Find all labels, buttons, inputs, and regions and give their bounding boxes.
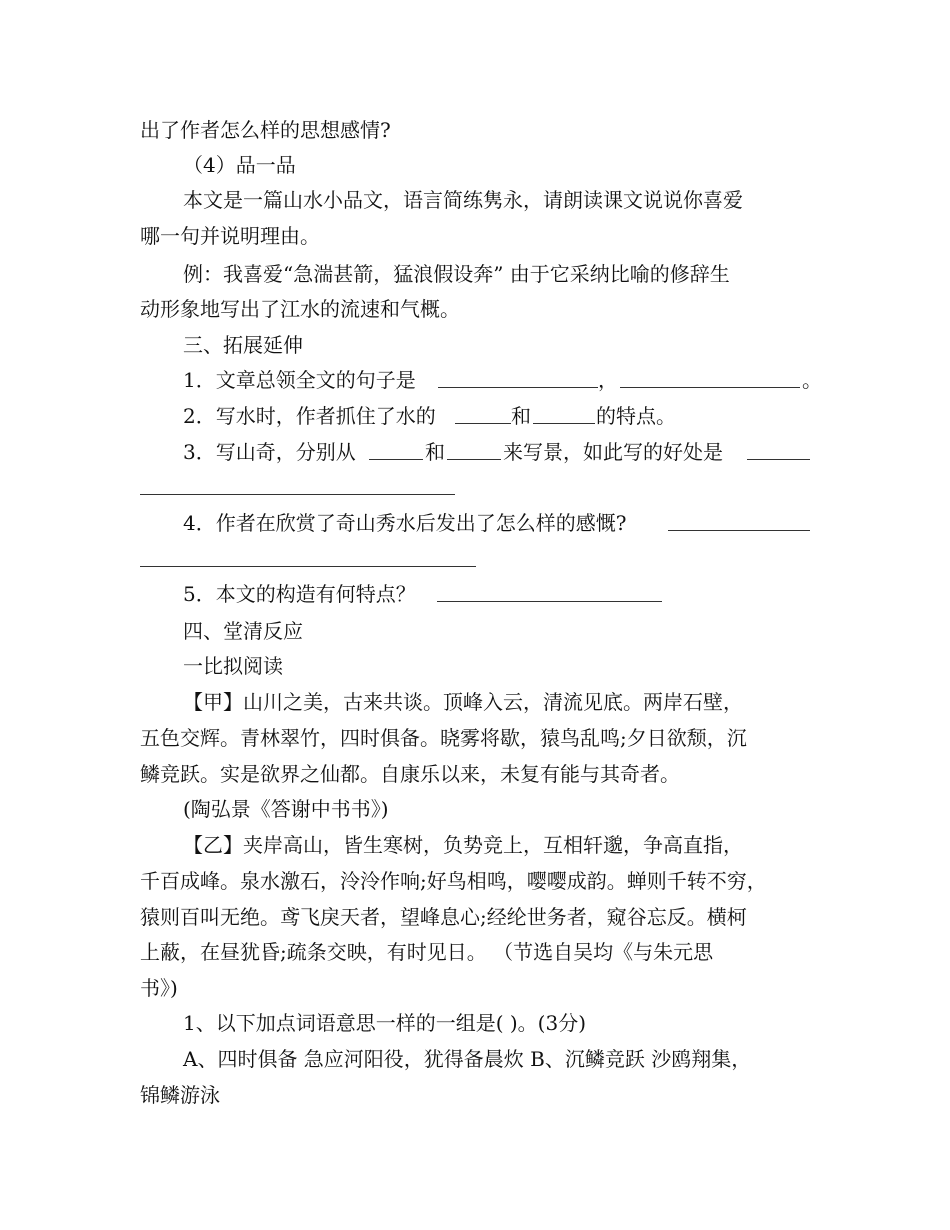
text-line: 哪一句并说明理由。 — [140, 224, 320, 248]
passage-yi-line: 千百成峰。泉水激石，泠泠作响;好鸟相鸣，嘤嘤成韵。蝉则千转不穷， — [140, 869, 767, 893]
question-5: 5．本文的构造有何特点？ — [183, 582, 416, 606]
text-line: 例：我喜爱“急湍甚箭，猛浪假设奔” 由于它采纳比喻的修辞生 — [183, 262, 730, 286]
section-heading: （4）品一品 — [183, 153, 296, 177]
section-heading: 三、拓展延伸 — [183, 333, 303, 357]
answer-blank — [668, 530, 810, 531]
punctuation: 。 — [802, 368, 822, 392]
text-line: 动形象地写出了江水的流速和气概。 — [140, 297, 460, 321]
passage-jia-line: 鳞竞跃。实是欲界之仙都。自康乐以来，未复有能与其奇者。 — [140, 762, 680, 786]
answer-blank — [455, 423, 511, 424]
text-fragment: 和 — [425, 440, 445, 464]
answer-blank — [140, 566, 476, 567]
question-1: 1．文章总领全文的句子是 — [183, 368, 416, 392]
text-line: 本文是一篇山水小品文，语言简练隽永，请朗读课文说说你喜爱 — [183, 188, 743, 212]
passage-jia-line: 【甲】山川之美，古来共谈。顶峰入云，清流见底。两岸石壁， — [183, 690, 743, 714]
text-fragment: 的特点。 — [596, 404, 676, 428]
question-2: 2．写水时，作者抓住了水的 — [183, 404, 436, 428]
answer-blank — [140, 494, 455, 495]
passage-source: (陶弘景《答谢中书书》) — [183, 797, 389, 821]
exercise-question: 1、以下加点词语意思一样的一组是( )。(3分) — [183, 1011, 587, 1035]
answer-blank — [620, 387, 800, 388]
answer-blank — [533, 423, 595, 424]
passage-yi-line: 猿则百叫无绝。鸢飞戾天者，望峰息心;经纶世务者，窥谷忘反。横柯 — [140, 905, 747, 929]
answer-blank — [437, 601, 662, 602]
passage-yi-line: 书》) — [140, 976, 178, 1000]
answer-blank — [369, 459, 423, 460]
answer-blank — [747, 459, 810, 460]
passage-yi-line: 上蔽，在昼犹昏;疏条交映，有时见日。 （节选自吴均《与朱元思 — [140, 940, 714, 964]
text-line: 出了作者怎么样的思想感情? — [140, 118, 391, 142]
answer-blank — [438, 387, 598, 388]
subsection-heading: 一比拟阅读 — [183, 654, 283, 678]
text-fragment: 和 — [511, 404, 531, 428]
punctuation: ， — [598, 368, 618, 392]
answer-blank — [447, 459, 501, 460]
question-4: 4．作者在欣赏了奇山秀水后发出了怎么样的感慨? — [183, 511, 627, 535]
section-heading: 四、堂清反应 — [183, 619, 303, 643]
passage-yi-line: 【乙】夹岸高山，皆生寒树，负势竞上，互相轩邈，争高直指， — [183, 833, 743, 857]
exercise-options: 锦鳞游泳 — [140, 1083, 220, 1107]
question-3: 3．写山奇，分别从 — [183, 440, 356, 464]
passage-jia-line: 五色交辉。青林翠竹，四时俱备。晓雾将歇，猿鸟乱鸣;夕日欲颓，沉 — [140, 726, 747, 750]
text-fragment: 来写景，如此写的好处是 — [503, 440, 723, 464]
exercise-options: A、四时俱备 急应河阳役，犹得备晨炊 B、沉鳞竞跃 沙鸥翔集， — [183, 1047, 752, 1071]
